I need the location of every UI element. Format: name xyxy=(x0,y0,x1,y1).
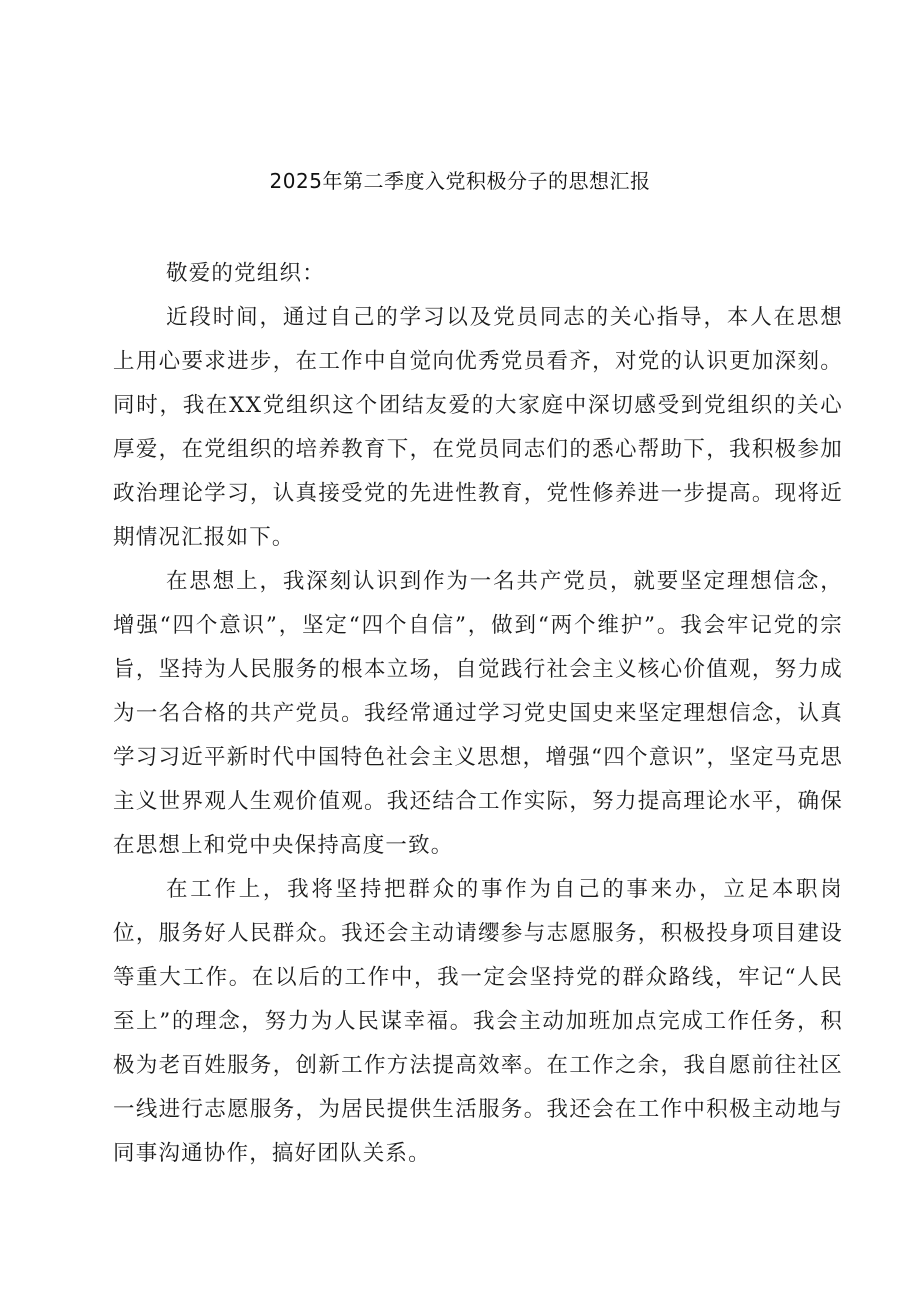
salutation: 敬爱的党组织： xyxy=(166,261,325,286)
document-body xyxy=(113,252,843,1176)
document-title: 2025年第二季度入党积极分子的思想汇报 xyxy=(269,169,651,193)
paragraph-intro: 近段时间，通过自己的学习以及党员同志的关心指导，本人在思想上用心要求进步，在工作中自觉向优秀党员看齐，对党的认识更加深刻。同时，我在XX党组织这个团结友爱的大家庭中深切感受到党组织的关心厚爱，在党组织的培养教育下，在党员同志们的悉心帮助下，我积极参加政治理论学习，认真接受党的先进性教育，党性修养进一步提高。现将近期情况汇报如下。 xyxy=(113,305,843,550)
paragraph-work: 在工作上，我将坚持把群众的事作为自己的事来办，立足本职岗位，服务好人民群众。我还会主动请缨参与志愿服务，积极投身项目建设等重大工作。在以后的工作中，我一定会坚持党的群众路线，牢记“人民至上”的理念，努力为人民谋幸福。我会主动加班加点完成工作任务，积极为老百姓服务，创新工作方法提高效率。在工作之余，我自愿前往社区一线进行志愿服务，为居民提供生活服务。我还会在工作中积极主动地与同事沟通协作，搞好团队关系。 xyxy=(113,877,843,1166)
paragraph-thought: 在思想上，我深刻认识到作为一名共产党员，就要坚定理想信念，增强“四个意识”，坚定“四个自信”，做到“两个维护”。我会牢记党的宗旨，坚持为人民服务的根本立场，自觉践行社会主义核心价值观，努力成为一名合格的共产党员。我经常通过学习党史国史来坚定理想信念，认真学习习近平新时代中国特色社会主义思想，增强“四个意识”，坚定马克思主义世界观人生观价值观。我还结合工作实际，努力提高理论水平，确保在思想上和党中央保持高度一致。 xyxy=(113,569,843,858)
